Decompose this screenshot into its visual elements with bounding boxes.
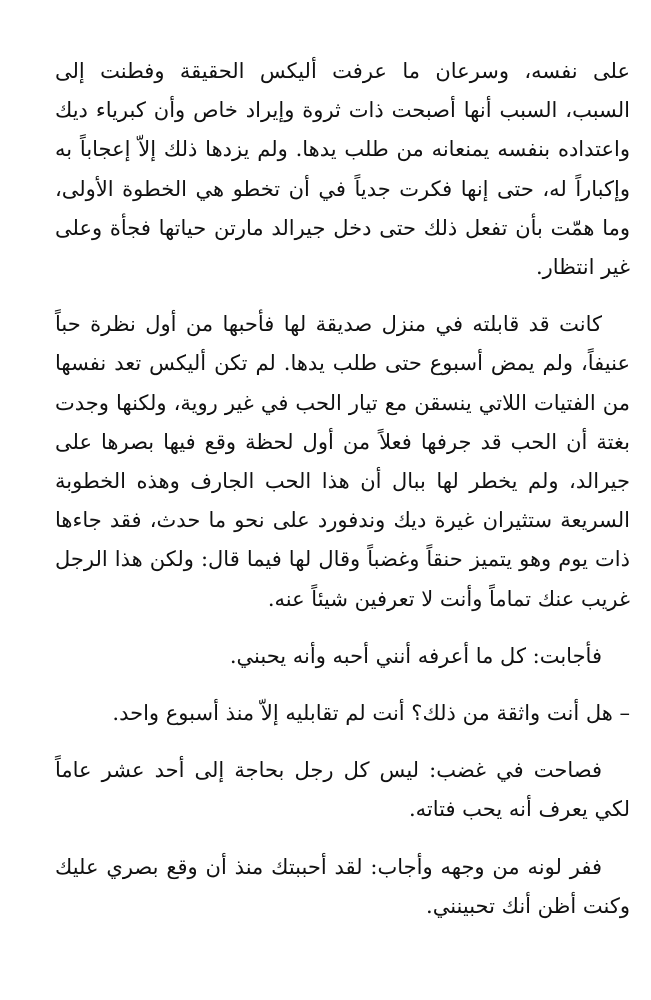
paragraph-6: ففر لونه من وجهه وأجاب: لقد أحببتك منذ أن وقع بصري عليك وكنت أظن أنك تحبينني. bbox=[55, 854, 630, 918]
paragraph-1: على نفسه، وسرعان ما عرفت أليكس الحقيقة وفطنت إلى السبب، السبب أنها أصبحت ذات ثروة وإيراد خاص وأن كبرياء ديك واعتداده بنفسه يمنعانه من طلب يدها. ولم يزدها ذلك إلاّ إعجاباً به وإكباراً له، حتى إنها فكرت جدياً في أن تخطو هي الخطوة الأولى، وما همّت بأن تفعل ذلك حتى دخل جيرالد مارتن حياتها فجأة وعلى غير انتظار. bbox=[55, 59, 630, 280]
paragraph-5: فصاحت في غضب: ليس كل رجل بحاجة إلى أحد عشر عاماً لكي يعرف أنه يحب فتاته. bbox=[55, 758, 630, 822]
page-text bbox=[55, 52, 630, 944]
paragraph-4-dialogue: – هل أنت واثقة من ذلك؟ أنت لم تقابليه إلاّ منذ أسبوع واحد. bbox=[112, 701, 630, 726]
paragraph-2: كانت قد قابلته في منزل صديقة لها فأحبها من أول نظرة حباً عنيفاً، ولم يمض أسبوع حتى طلب يدها. لم تكن أليكس تعد نفسها من الفتيات اللاتي ينسقن مع تيار الحب في غير روية، ولكنها وجدت بغتة أن الحب قد جرفها فعلاً من أول لحظة وقع فيها بصرها على جيرالد، ولم يخطر لها ببال أن هذا الحب الجارف وهذه الخطوبة السريعة ستثيران غيرة ديك وندفورد على نحو ما حدث، فقد جاءها ذات يوم وهو يتميز حنقاً وغضباً وقال لها فيما قال: ولكن هذا الرجل غريب عنك تماماً وأنت لا تعرفين شيئاً عنه. bbox=[55, 312, 630, 611]
paragraph-3: فأجابت: كل ما أعرفه أنني أحبه وأنه يحبني. bbox=[229, 643, 602, 668]
